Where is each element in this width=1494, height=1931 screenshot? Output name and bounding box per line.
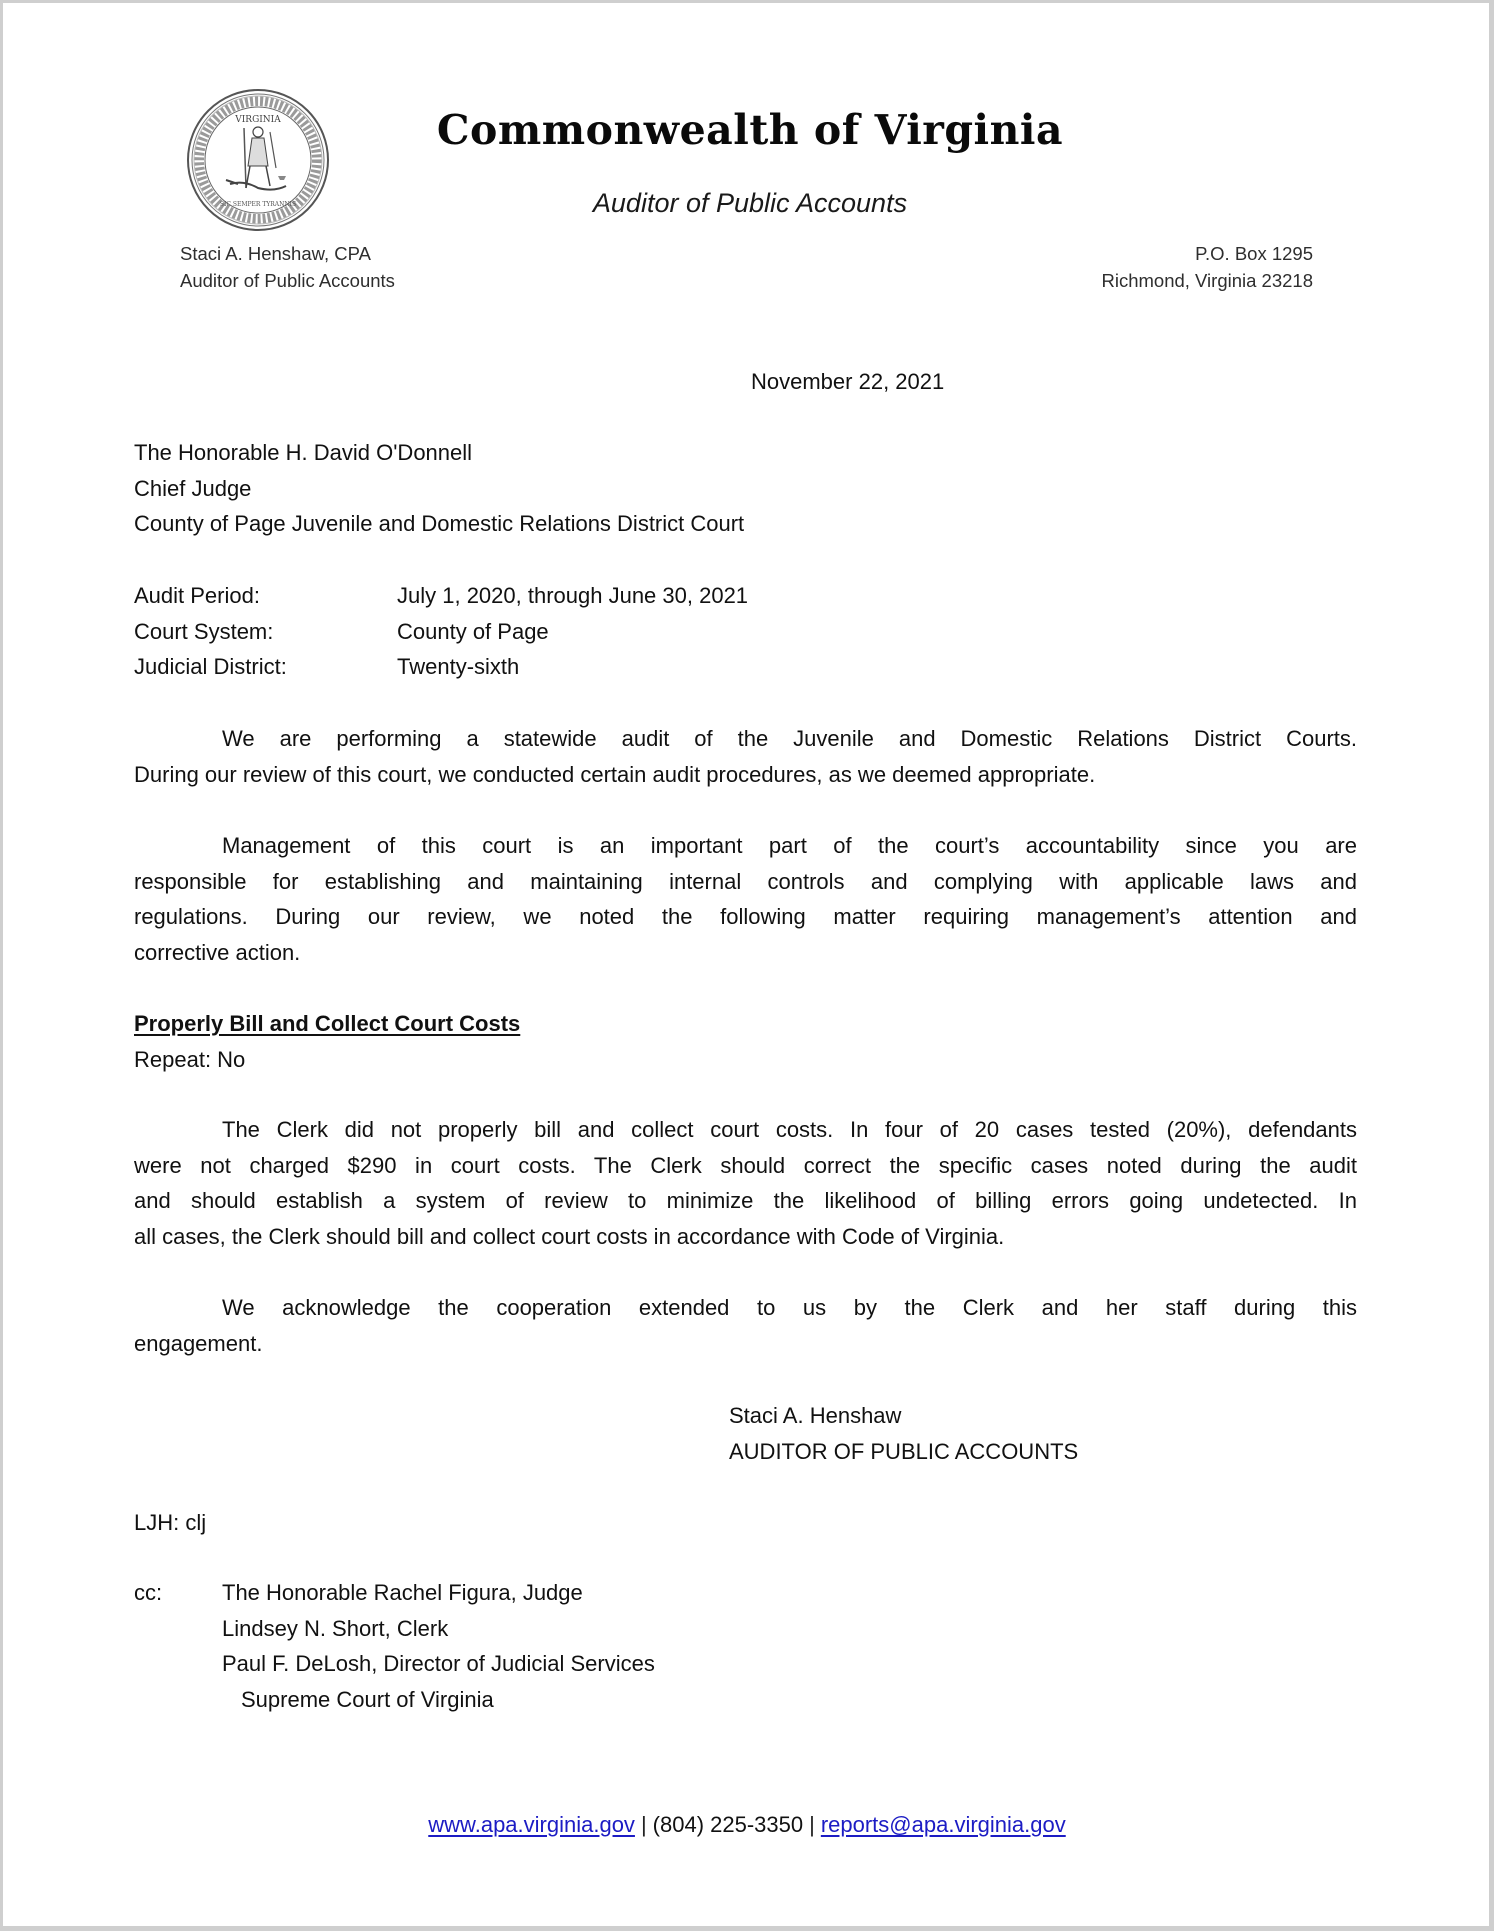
court-system-value: County of Page <box>397 618 549 644</box>
addressee-block <box>134 435 1357 542</box>
judicial-district-row <box>134 649 1357 685</box>
footer-separator: | <box>809 1812 815 1837</box>
paragraph-line: Management of this court is an important part of the court’s accountability since you are <box>222 833 1357 858</box>
paragraph-line: regulations. During our review, we noted the following matter requiring management’s attention and <box>134 904 1357 930</box>
cc-row <box>134 1646 655 1682</box>
letter-date: November 22, 2021 <box>751 369 945 394</box>
paragraph-line: and should establish a system of review to minimize the likelihood of billing errors going undetected. In <box>134 1188 1357 1214</box>
finding-title: Properly Bill and Collect Court Costs <box>134 1011 521 1036</box>
court-system-label: Court System: <box>134 618 274 644</box>
footer-separator: | <box>640 1812 647 1837</box>
audit-period-row <box>134 578 1357 614</box>
finding-paragraph <box>134 1112 1357 1255</box>
audit-info-block <box>134 578 1357 685</box>
paragraph-line: were not charged $290 in court costs. The Clerk should correct the specific cases noted during the audit <box>134 1152 1357 1178</box>
finding-repeat: Repeat: No <box>134 1047 246 1072</box>
paragraph-line: all cases, the Clerk should bill and collect court costs in accordance with Code of Virginia. <box>134 1224 1005 1250</box>
cc-row <box>134 1575 655 1611</box>
virginia-seal-icon <box>186 88 330 232</box>
paragraph-line: responsible for establishing and maintaining internal controls and complying with applicable laws and <box>134 868 1357 894</box>
reference-initials: LJH: clj <box>134 1510 207 1535</box>
svg-text:VIRGINIA: VIRGINIA <box>235 115 281 125</box>
paragraph-line: During our review of this court, we conducted certain audit procedures, as we deemed appropriate. <box>134 761 1096 787</box>
cc-row <box>134 1611 655 1647</box>
auditor-info <box>180 240 395 294</box>
auditor-title: Auditor of Public Accounts <box>180 270 395 291</box>
signature-name: Staci A. Henshaw <box>729 1403 902 1428</box>
phone-number: (804) 225-3350 <box>652 1812 804 1837</box>
footer-contact <box>0 1807 1494 1842</box>
audit-period-value: July 1, 2020, through June 30, 2021 <box>397 583 749 608</box>
judicial-district-value: Twenty-sixth <box>397 654 520 680</box>
svg-text:SIC SEMPER TYRANNIS: SIC SEMPER TYRANNIS <box>219 201 297 208</box>
signature-title: AUDITOR OF PUBLIC ACCOUNTS <box>729 1438 1079 1464</box>
intro-paragraph <box>134 721 1357 792</box>
mailing-address <box>1101 240 1313 294</box>
cc-label: cc: <box>134 1580 163 1605</box>
cc-block <box>134 1575 655 1718</box>
cc-sub-recipient: Supreme Court of Virginia <box>241 1687 494 1713</box>
paragraph-line: The Clerk did not properly bill and collect court costs. In four of 20 cases tested (20%), defendants <box>222 1117 1357 1142</box>
city-state-zip: Richmond, Virginia 23218 <box>1101 270 1313 291</box>
cc-recipient: Paul F. DeLosh, Director of Judicial Services <box>222 1651 655 1677</box>
audit-period-label: Audit Period: <box>134 583 260 608</box>
finding-heading <box>134 1006 1357 1042</box>
judicial-district-label: Judicial District: <box>134 654 287 680</box>
cc-row <box>134 1682 655 1718</box>
acknowledgement-paragraph <box>134 1290 1357 1361</box>
addressee-court: County of Page Juvenile and Domestic Relations District Court <box>134 511 745 537</box>
cc-recipient: Lindsey N. Short, Clerk <box>222 1615 449 1641</box>
court-system-row <box>134 614 1357 650</box>
letterhead-title: Commonwealth of Virginia <box>436 106 1064 154</box>
management-paragraph <box>134 828 1357 971</box>
paragraph-line: corrective action. <box>134 940 301 966</box>
addressee-title: Chief Judge <box>134 475 252 501</box>
website-link[interactable]: www.apa.virginia.gov <box>428 1812 635 1837</box>
po-box: P.O. Box 1295 <box>1195 243 1313 264</box>
email-link[interactable]: reports@apa.virginia.gov <box>820 1812 1066 1837</box>
letterhead-subtitle: Auditor of Public Accounts <box>592 188 908 218</box>
signature-block <box>729 1398 1078 1469</box>
cc-recipient: The Honorable Rachel Figura, Judge <box>222 1580 583 1605</box>
paragraph-line: engagement. <box>134 1330 263 1356</box>
paragraph-line: We acknowledge the cooperation extended to us by the Clerk and her staff during this <box>222 1295 1357 1320</box>
addressee-name: The Honorable H. David O'Donnell <box>134 440 473 465</box>
auditor-name: Staci A. Henshaw, CPA <box>180 243 371 264</box>
paragraph-line: We are performing a statewide audit of the Juvenile and Domestic Relations District Courts. <box>222 726 1357 751</box>
